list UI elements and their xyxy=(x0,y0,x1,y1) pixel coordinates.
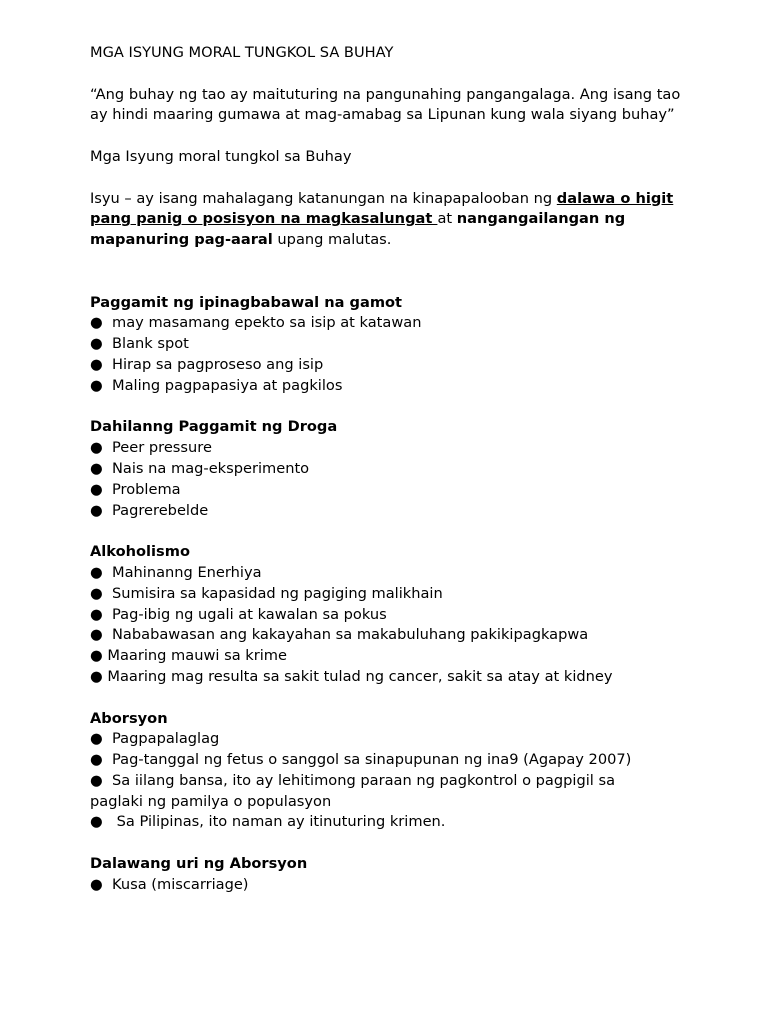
opening-quote: “Ang buhay ng tao ay maituturing na pangunahing pangangalaga. Ang isang tao ay hindi maaring gumawa at mag-amabag sa Lipunan kung wala siyang buhay” xyxy=(90,85,681,124)
list-item: ● Pagrerebelde xyxy=(90,501,209,519)
list-item: ● Nababawasan ang kakayahan sa makabuluhang pakikipagkapwa xyxy=(90,626,589,644)
document-page xyxy=(90,43,690,896)
list-item: ● Maaring mauwi sa krime xyxy=(90,647,287,665)
document-title: MGA ISYUNG MORAL TUNGKOL SA BUHAY xyxy=(90,44,394,61)
list-item: ● Nais na mag-eksperimento xyxy=(90,459,310,477)
list-item-continuation: paglaki ng pamilya o populasyon xyxy=(90,792,332,810)
definition-part-1: Isyu – ay isang mahalagang katanungan na kinapapalooban ng xyxy=(90,189,557,207)
section-drugs xyxy=(90,293,690,397)
list-item: ● may masamang epekto sa isip at katawan xyxy=(90,314,422,332)
list-item: ● Pagpapalaglag xyxy=(90,730,220,748)
definition-part-5: upang malutas. xyxy=(272,231,392,249)
section-heading: Aborsyon xyxy=(90,709,168,727)
document-subtitle: Mga Isyung moral tungkol sa Buhay xyxy=(90,147,352,165)
section-heading: Paggamit ng ipinagbabawal na gamot xyxy=(90,293,403,311)
list-item: ● Problema xyxy=(90,480,181,498)
section-drug-causes xyxy=(90,417,690,521)
definition-emphasis-1: dalawa o higit pang panig o posisyon na magkasalungat xyxy=(90,189,674,228)
list-item: ● Pag-ibig ng ugali at kawalan sa pokus xyxy=(90,605,387,623)
definition-part-3: at xyxy=(437,210,457,228)
list-item: ● Maling pagpapasiya at pagkilos xyxy=(90,376,343,394)
list-item: ● Mahinanng Enerhiya xyxy=(90,563,262,581)
section-heading: Alkoholismo xyxy=(90,543,190,561)
list-item: ● Blank spot xyxy=(90,335,189,353)
list-item: ● Hirap sa pagproseso ang isip xyxy=(90,355,324,373)
list-item: ● Sa iilang bansa, ito ay lehitimong paraan ng pagkontrol o pagpigil sa xyxy=(90,771,616,789)
list-item: ● Peer pressure xyxy=(90,439,212,457)
list-item: ● Kusa (miscarriage) xyxy=(90,875,249,893)
list-item: ● Pag-tanggal ng fetus o sanggol sa sinapupunan ng ina9 (Agapay 2007) xyxy=(90,751,632,769)
section-heading: Dalawang uri ng Aborsyon xyxy=(90,855,308,873)
list-item: ● Maaring mag resulta sa sakit tulad ng cancer, sakit sa atay at kidney xyxy=(90,667,613,685)
issue-definition xyxy=(90,189,690,251)
section-abortion-types xyxy=(90,854,690,896)
section-alcoholism xyxy=(90,542,690,688)
section-heading: Dahilanng Paggamit ng Droga xyxy=(90,418,338,436)
list-item: ● Sumisira sa kapasidad ng pagiging malikhain xyxy=(90,584,443,602)
section-abortion xyxy=(90,709,690,834)
definition-emphasis-2: nangangailangan ng mapanuring pag-aaral xyxy=(90,210,626,249)
list-item: ● Sa Pilipinas, ito naman ay itinuturing krimen. xyxy=(90,813,446,831)
